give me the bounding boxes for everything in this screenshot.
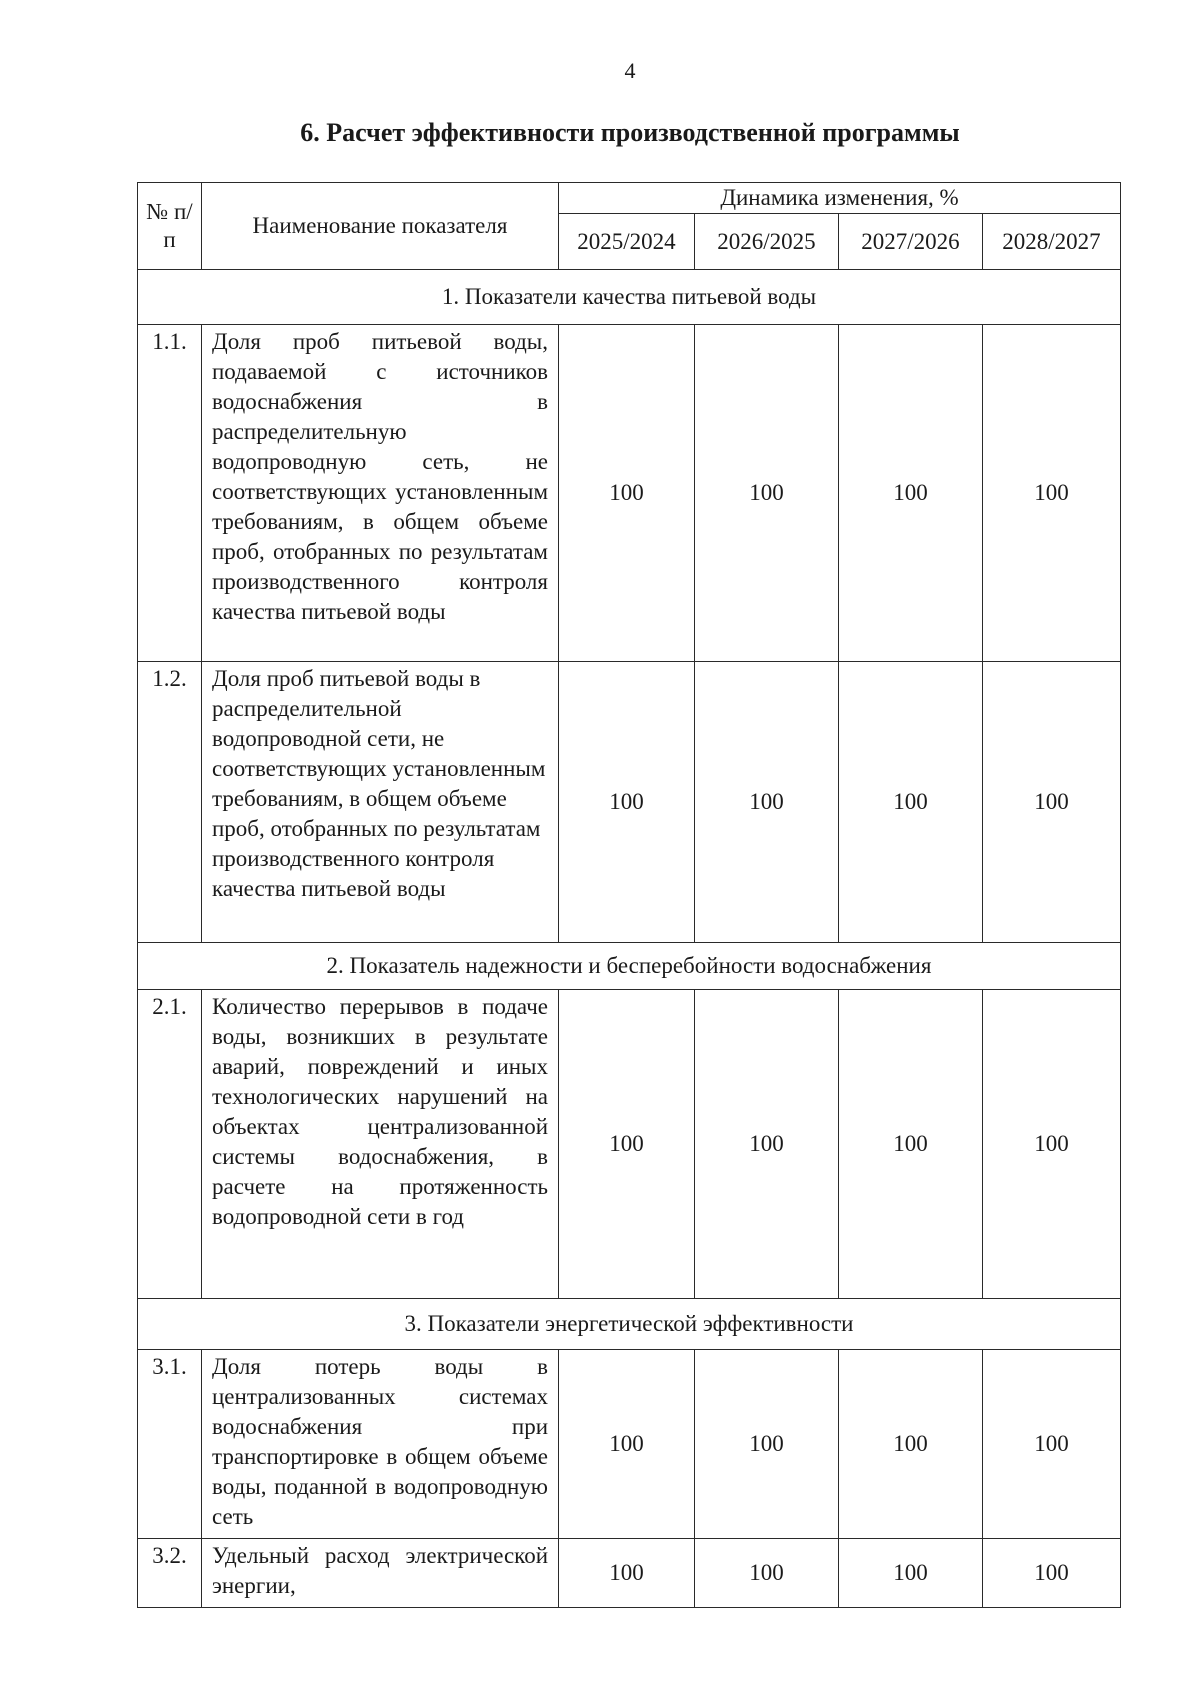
indicator-name: Доля проб питьевой воды, подаваемой с источников водоснабжения в распределительную водопроводную сеть, не соответствующих установленным требованиям, в общем объеме проб, отобранных по результатам производственного контроля качества питьевой воды (202, 325, 559, 662)
row-number: 3.2. (138, 1539, 202, 1608)
header-dynamics: Динамика изменения, % (559, 183, 1121, 214)
value-cell: 100 (839, 1350, 983, 1539)
indicator-name: Доля проб питьевой воды в распределительной водопроводной сети, не соответствующих установленным требованиям, в общем объеме проб, отобранных по результатам производственного контроля качества питьевой воды (202, 662, 559, 943)
value-cell: 100 (839, 1539, 983, 1608)
row-number: 2.1. (138, 990, 202, 1299)
header-year: 2025/2024 (559, 214, 695, 270)
table-row (138, 662, 1121, 943)
table-header-row (138, 183, 1121, 214)
section-title: 1. Показатели качества питьевой воды (138, 270, 1121, 325)
section-title: 3. Показатели энергетической эффективности (138, 1299, 1121, 1350)
value-cell: 100 (983, 325, 1121, 662)
value-cell: 100 (559, 990, 695, 1299)
table-row (138, 1350, 1121, 1539)
table-row (138, 990, 1121, 1299)
row-number: 1.2. (138, 662, 202, 943)
indicator-name: Удельный расход электрической энергии, (202, 1539, 559, 1608)
section-header (138, 270, 1121, 325)
value-cell: 100 (695, 1539, 839, 1608)
value-cell: 100 (695, 662, 839, 943)
row-number: 3.1. (138, 1350, 202, 1539)
section-title: 2. Показатель надежности и бесперебойности водоснабжения (138, 943, 1121, 990)
indicator-name: Количество перерывов в подаче воды, возникших в результате аварий, повреждений и иных технологических нарушений на объектах централизованной системы водоснабжения, в расчете на протяженность водопроводной сети в год (202, 990, 559, 1299)
efficiency-table (137, 182, 1121, 1608)
header-num: № п/п (138, 183, 202, 270)
value-cell: 100 (559, 1350, 695, 1539)
value-cell: 100 (983, 1539, 1121, 1608)
value-cell: 100 (559, 325, 695, 662)
table-row (138, 1539, 1121, 1608)
value-cell: 100 (559, 662, 695, 943)
row-number: 1.1. (138, 325, 202, 662)
value-cell: 100 (695, 1350, 839, 1539)
header-year: 2027/2026 (839, 214, 983, 270)
value-cell: 100 (559, 1539, 695, 1608)
value-cell: 100 (695, 325, 839, 662)
section-header (138, 943, 1121, 990)
value-cell: 100 (839, 662, 983, 943)
value-cell: 100 (839, 325, 983, 662)
section-header (138, 1299, 1121, 1350)
header-year: 2028/2027 (983, 214, 1121, 270)
indicator-name: Доля потерь воды в централизованных системах водоснабжения при транспортировке в общем объеме воды, поданной в водопроводную сеть (202, 1350, 559, 1539)
value-cell: 100 (983, 662, 1121, 943)
page-number: 4 (624, 58, 636, 83)
value-cell: 100 (839, 990, 983, 1299)
header-year: 2026/2025 (695, 214, 839, 270)
value-cell: 100 (983, 1350, 1121, 1539)
document-title: 6. Расчет эффективности производственной программы (300, 118, 960, 147)
header-name: Наименование показателя (202, 183, 559, 270)
value-cell: 100 (983, 990, 1121, 1299)
value-cell: 100 (695, 990, 839, 1299)
table-row (138, 325, 1121, 662)
